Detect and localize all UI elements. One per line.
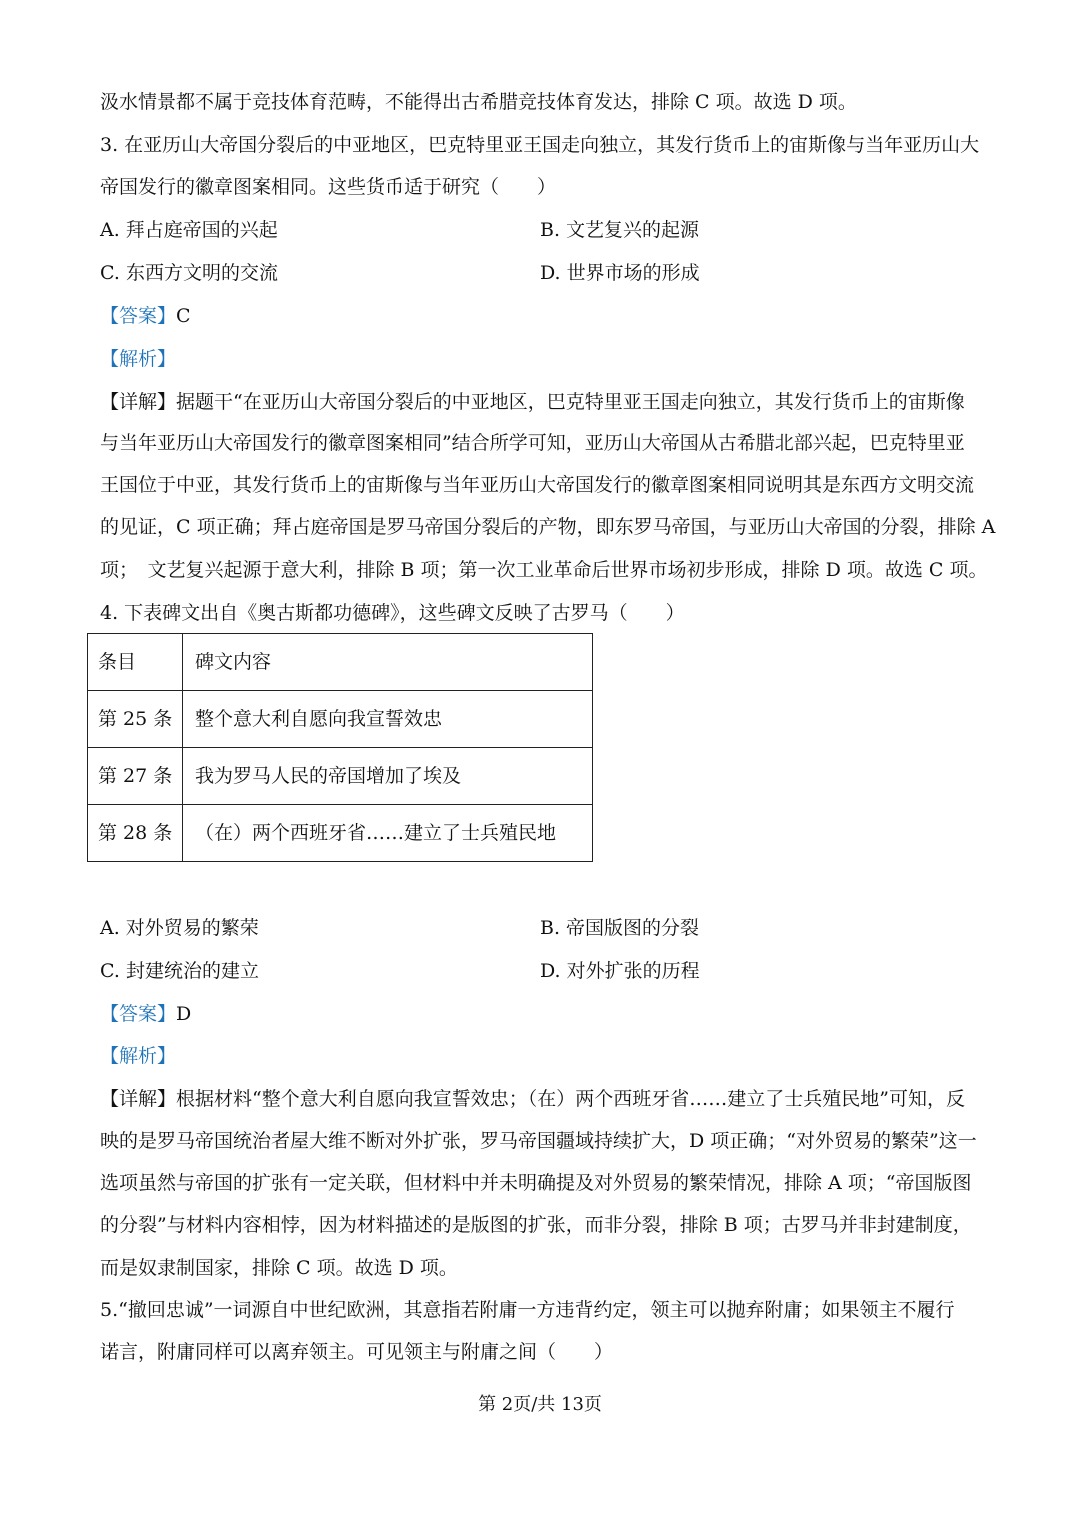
q4-detail-line-4: 的分裂”与材料内容相悖，因为材料描述的是版图的扩张，而非分裂，排除 B 项；古罗马并非封建制度， xyxy=(100,1214,972,1236)
q3-detail-line-1: 【详解】据题干“在亚历山大帝国分裂后的中亚地区，巴克特里亚王国走向独立，其发行货币上的宙斯像 xyxy=(100,391,965,413)
table-header-cell: 碑文内容 xyxy=(183,634,593,691)
q4-option-b: B. 帝国版图的分裂 xyxy=(540,917,700,939)
table-cell: 第 27 条 xyxy=(88,748,183,805)
table-header-cell: 条目 xyxy=(88,634,183,691)
q3-stem-line-2: 帝国发行的徽章图案相同。这些货币适于研究（ ） xyxy=(100,176,557,198)
table-cell: 我为罗马人民的帝国增加了埃及 xyxy=(183,748,593,805)
q3-option-d: D. 世界市场的形成 xyxy=(540,262,700,284)
q3-answer-tag: 【答案】 xyxy=(100,305,177,327)
q3-detail-tag: 【详解】 xyxy=(100,391,177,413)
table-row xyxy=(88,805,593,862)
table-row xyxy=(88,691,593,748)
q3-option-c: C. 东西方文明的交流 xyxy=(100,262,278,284)
q4-option-d: D. 对外扩张的历程 xyxy=(540,960,700,982)
q3-detail-line-3: 王国位于中亚，其发行货币上的宙斯像与当年亚历山大帝国发行的徽章图案相同说明其是东西方文明交流 xyxy=(100,474,975,496)
q5-stem-line-1: 5.“撤回忠诚”一词源自中世纪欧洲，其意指若附庸一方违背约定，领主可以抛弃附庸；如果领主不履行 xyxy=(100,1299,955,1321)
q3-stem-line-1: 3. 在亚历山大帝国分裂后的中亚地区，巴克特里亚王国走向独立，其发行货币上的宙斯像与当年亚历山大 xyxy=(100,134,980,156)
q4-analysis-tag: 【解析】 xyxy=(100,1045,177,1067)
q4-detail-line-3: 选项虽然与帝国的扩张有一定关联，但材料中并未明确提及对外贸易的繁荣情况，排除 A 项；“帝国版图 xyxy=(100,1172,972,1194)
q3-answer-line xyxy=(100,302,191,330)
q4-stem: 4. 下表碑文出自《奥古斯都功德碑》，这些碑文反映了古罗马（ ） xyxy=(100,602,685,624)
page-footer: 第 2页/共 13页 xyxy=(478,1394,602,1415)
q4-detail-tag: 【详解】 xyxy=(100,1088,177,1110)
table-cell: （在）两个西班牙省……建立了士兵殖民地 xyxy=(183,805,593,862)
table-header-row xyxy=(88,634,593,691)
q3-detail-line-4: 的见证，C 项正确；拜占庭帝国是罗马帝国分裂后的产物，即东罗马帝国，与亚历山大帝国的分裂，排除 A xyxy=(100,516,996,538)
q4-answer-value: D xyxy=(176,1003,192,1025)
q5-stem-line-2: 诺言，附庸同样可以离弃领主。可见领主与附庸之间（ ） xyxy=(100,1341,614,1363)
table-cell: 第 28 条 xyxy=(88,805,183,862)
table-row xyxy=(88,748,593,805)
q3-option-b: B. 文艺复兴的起源 xyxy=(540,219,700,241)
q4-detail-line-5: 而是奴隶制国家，排除 C 项。故选 D 项。 xyxy=(100,1257,458,1279)
intro-tail-text: 汲水情景都不属于竞技体育范畴，不能得出古希腊竞技体育发达，排除 C 项。故选 D 项。 xyxy=(100,91,857,113)
q3-answer-value: C xyxy=(176,305,191,327)
q4-option-a: A. 对外贸易的繁荣 xyxy=(100,917,259,939)
q4-answer-tag: 【答案】 xyxy=(100,1003,177,1025)
q3-detail-line-2: 与当年亚历山大帝国发行的徽章图案相同”结合所学可知，亚历山大帝国从古希腊北部兴起，巴克特里亚 xyxy=(100,432,965,454)
q3-detail-line-5: 项； 文艺复兴起源于意大利，排除 B 项；第一次工业革命后世界市场初步形成，排除 D 项。故选 C 项。 xyxy=(100,559,988,581)
q4-detail-line-2: 映的是罗马帝国统治者屋大维不断对外扩张，罗马帝国疆域持续扩大，D 项正确；“对外贸易的繁荣”这一 xyxy=(100,1130,977,1152)
q4-answer-line xyxy=(100,1000,191,1028)
q3-analysis-tag: 【解析】 xyxy=(100,348,177,370)
q4-option-c: C. 封建统治的建立 xyxy=(100,960,259,982)
q4-detail-line-1: 【详解】根据材料“整个意大利自愿向我宣誓效忠；（在）两个西班牙省……建立了士兵殖民地”可知，反 xyxy=(100,1088,965,1110)
q3-option-a: A. 拜占庭帝国的兴起 xyxy=(100,219,278,241)
stele-inscription-table xyxy=(87,633,593,862)
table-cell: 第 25 条 xyxy=(88,691,183,748)
table-cell: 整个意大利自愿向我宣誓效忠 xyxy=(183,691,593,748)
